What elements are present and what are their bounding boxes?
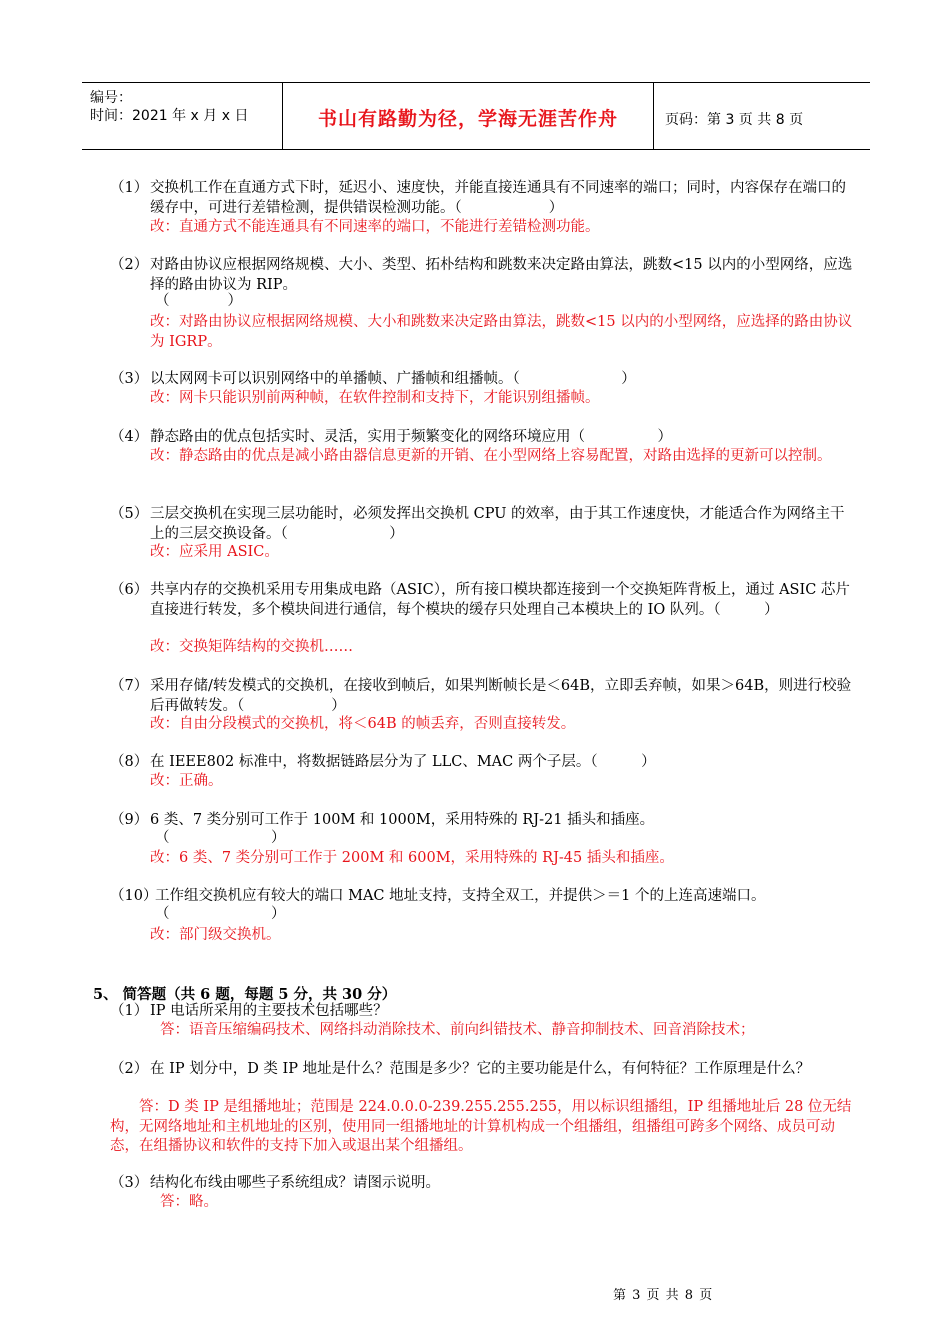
- page-footer: 第 3 页 共 8 页: [613, 1288, 714, 1303]
- question-3-answer: 改：网卡只能识别前两种帧，在软件控制和支持下，才能识别组播帧。: [150, 390, 600, 406]
- question-number: （2）: [110, 1061, 149, 1077]
- question-text: 对路由协议应根据网络规模、大小、类型、拓朴结构和跳数来决定路由算法，跳数<15 以内的小型网络，应选择的路由协议为 RIP。: [150, 257, 853, 293]
- question-text: 采用存储/转发模式的交换机，在接收到帧后，如果判断帧长是＜64B，立即丢弃帧，如果＞64B，则进行校验后再做转发。（ ）: [150, 678, 852, 714]
- question-text: 结构化布线由哪些子系统组成？请图示说明。: [150, 1175, 440, 1191]
- header-middle-cell: [282, 83, 654, 149]
- question-number: （3）: [110, 1175, 149, 1191]
- motto: 书山有路勤为径，学海无涯苦作舟: [317, 108, 618, 130]
- question-number: （2）: [110, 257, 149, 273]
- question-1-answer: 改：直通方式不能连通具有不同速率的端口，不能进行差错检测功能。: [150, 219, 600, 235]
- question-text: 工作组交换机应有较大的端口 MAC 地址支持，支持全双工，并提供＞＝1 个的上连高速端口。: [155, 888, 766, 904]
- question-4-answer: 改：静态路由的优点是减小路由器信息更新的开销、在小型网络上容易配置，对路由选择的更新可以控制。: [150, 448, 832, 464]
- question-number: （8）: [110, 754, 149, 770]
- question-number: （6）: [110, 582, 149, 598]
- header-right-cell: [653, 83, 870, 149]
- serial-label: 编号：: [90, 90, 132, 106]
- question-number: （10）: [110, 888, 158, 904]
- question-9-answer: 改：6 类、7 类分别可工作于 200M 和 600M，采用特殊的 RJ-45 插头和插座。: [150, 850, 674, 866]
- short-answer-3-answer: 答：略。: [160, 1194, 218, 1210]
- time-label: 时间：2021 年 x 月 x 日: [90, 108, 249, 124]
- question-text: 以太网网卡可以识别网络中的单播帧、广播帧和组播帧。（ ）: [150, 371, 636, 387]
- question-7-answer: 改：自由分段模式的交换机，将＜64B 的帧丢弃，否则直接转发。: [150, 716, 576, 732]
- header-left-cell: [82, 83, 282, 149]
- question-9-blank: （ ）: [155, 830, 286, 846]
- question-number: （1）: [110, 180, 149, 196]
- short-answer-1-answer: 答：语音压缩编码技术、网络抖动消除技术、前向纠错技术、静音抑制技术、回音消除技术；: [160, 1022, 755, 1038]
- page-code: 页码：第 3 页 共 8 页: [665, 112, 804, 128]
- question-6-answer: 改：交换矩阵结构的交换机……: [150, 639, 353, 655]
- question-text: 三层交换机在实现三层功能时，必须发挥出交换机 CPU 的效率，由于其工作速度快，才能适合作为网络主干上的三层交换设备。（ ）: [150, 506, 845, 542]
- question-text: 在 IP 划分中，D 类 IP 地址是什么？范围是多少？它的主要功能是什么，有何特征？工作原理是什么？: [150, 1061, 811, 1077]
- question-number: （1）: [110, 1003, 149, 1019]
- question-text: 在 IEEE802 标准中，将数据链路层分为了 LLC、MAC 两个子层。（ ）: [150, 754, 656, 770]
- question-8-answer: 改：正确。: [150, 773, 223, 789]
- question-number: （5）: [110, 506, 149, 522]
- question-number: （9）: [110, 812, 149, 828]
- question-2-answer: 改：对路由协议应根据网络规模、大小和跳数来决定路由算法，跳数<15 以内的小型网络，应选择的路由协议为 IGRP。: [150, 314, 853, 350]
- question-10-blank: （ ）: [155, 906, 286, 922]
- question-text: 6 类、7 类分别可工作于 100M 和 1000M，采用特殊的 RJ-21 插头和插座。: [150, 812, 655, 828]
- question-number: （7）: [110, 678, 149, 694]
- question-number: （4）: [110, 429, 149, 445]
- question-number: （3）: [110, 371, 149, 387]
- question-10-answer: 改：部门级交换机。: [150, 927, 281, 943]
- question-text: 共享内存的交换机采用专用集成电路（ASIC），所有接口模块都连接到一个交换矩阵背板上，通过 ASIC 芯片直接进行转发，多个模块间进行通信，每个模块的缓存只处理自己本模块上的 IO 队列。（ ）: [150, 582, 850, 618]
- page-header: [82, 82, 870, 150]
- question-5-answer: 改：应采用 ASIC。: [150, 544, 279, 560]
- question-text: 静态路由的优点包括实时、灵活，实用于频繁变化的网络环境应用（ ）: [150, 429, 672, 445]
- question-text: 交换机工作在直通方式下时，延迟小、速度快，并能直接连通具有不同速率的端口；同时，内容保存在端口的缓存中，可进行差错检测，提供错误检测功能。（ ）: [150, 180, 846, 216]
- question-2-blank: （ ）: [155, 293, 242, 309]
- section-5-title: 5、 简答题（共 6 题，每题 5 分，共 30 分）: [93, 986, 397, 1003]
- question-text: IP 电话所采用的主要技术包括哪些？: [150, 1003, 388, 1019]
- short-answer-2-answer: 答：D 类 IP 是组播地址；范围是 224.0.0.0-239.255.255.255，用以标识组播组，IP 组播地址后 28 位无结构，无网络地址和主机地址的区别，使用同一组播地址的计算机构成一个组播组，组播组可跨多个网络、成员可动态，在组播协议和软件的支持下加入或退出某个组播组。: [110, 1099, 852, 1154]
